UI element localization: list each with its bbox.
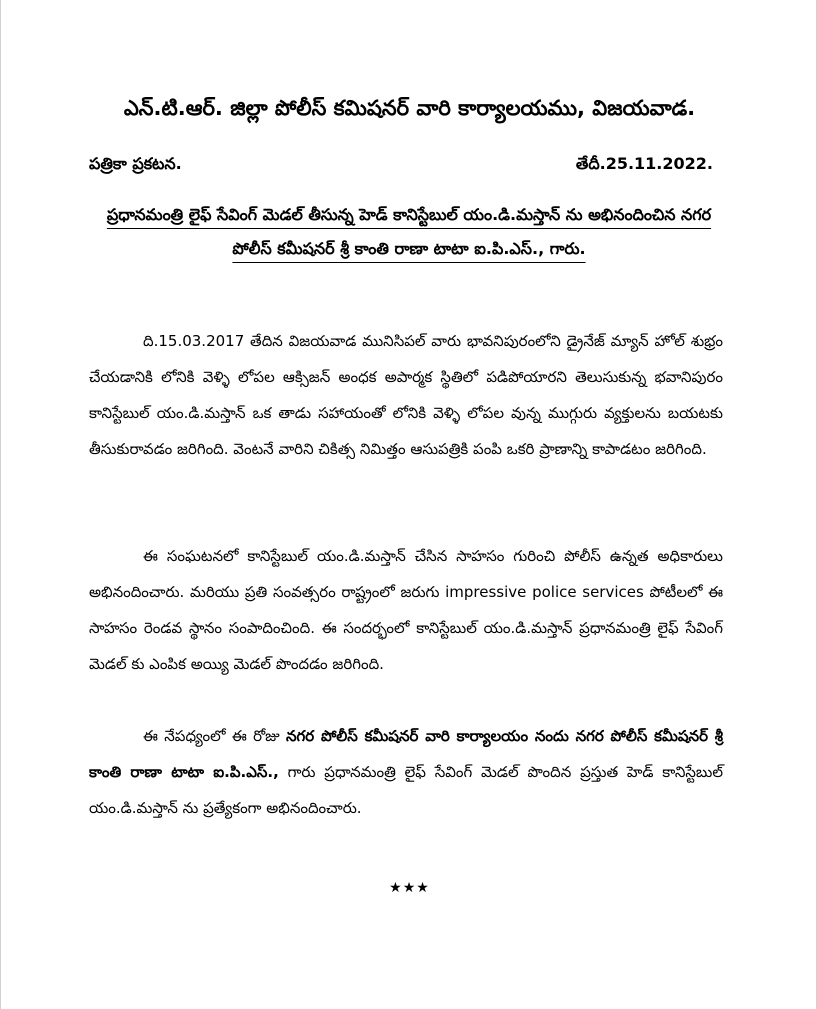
end-marker: ★★★ — [389, 880, 430, 896]
paragraph-3-intro: ఈ నేపధ్యంలో ఈ రోజు — [143, 727, 287, 745]
paragraph-3-bold-text: నగర పోలీస్ కమీషనర్ వారి కార్యాలయం నందు నగర పోలీస్ కమీషనర్ శ్రీ కాంతి రాణా టాటా ఐ.పి.ఎస్., — [89, 727, 724, 781]
document-title: ఎన్.టి.ఆర్. జిల్లా పోలీస్ కమిషనర్ వారి కార్యాలయము, విజయవాడ. — [123, 96, 696, 120]
paragraph-2: ఈ సంఘటనలో కానిస్టేబుల్ యం.డి.మస్తాన్ చేసిన సాహసం గురించి పోలీస్ ఉన్నత అధికారులు అభినందించారు. మరియు ప్రతి సంవత్సరం రాష్ట్రంలో జరుగు impressive police services పోటీలలో ఈ సాహసం రెండవ స్థానం సంపాదించింది. ఈ సందర్భంలో కానిస్టేబుల్ యం.డి.మస్తాన్ ప్రధానమంత్రి లైఫ్ సేవింగ్ మెడల్ కు ఎంపిక అయ్యి మెడల్ పొందడం జరిగింది. — [89, 547, 723, 673]
document-date: తేదీ.25.11.2022. — [575, 154, 713, 173]
subject-line-2: పోలీస్ కమీషనర్ శ్రీ కాంతి రాణా టాటా ఐ.పి.ఎస్., గారు. — [232, 239, 586, 258]
paragraph-3 — [89, 718, 723, 826]
paragraph-1: ది.15.03.2017 తేదిన విజయవాడ మునిసిపల్ వారు భావనిపురంలోని డ్రైనేజ్ మ్యాన్ హోల్ శుభ్రం చేయడానికి లోనికి వెళ్ళి లోపల ఆక్సిజన్ అంధక అపార్మక స్థితిలో పడిపోయారని తెలుసుకున్న భవానిపురం కానిస్టేబుల్ యం.డి.మస్తాన్ ఒక తాడు సహాయంతో లోనికి వెళ్ళి లోపల వున్న ముగ్గురు వ్యక్తులను బయటకు తీసుకురావడం జరిగింది. వెంటనే వారిని చికిత్స నిమిత్తం ఆసుపత్రికి పంపి ఒకరి ప్రాణాన్ని కాపాడటం జరిగింది. — [89, 332, 723, 458]
subject-heading — [89, 198, 729, 266]
press-release-label: పత్రికా ప్రకటన. — [89, 154, 182, 173]
paragraph-3-rest: గారు ప్రధానమంత్రి లైఫ్ సేవింగ్ మెడల్ పొందిన ప్రస్తుత హెడ్ కానిస్టేబుల్ యం.డి.మస్తాన్ ను ప్రత్యేకంగా అభినందించారు. — [89, 763, 723, 817]
subject-line-1: ప్రధానమంత్రి లైఫ్ సేవింగ్ మెడల్ తీసున్న హెడ్ కానిస్టేబుల్ యం.డి.మస్తాన్ ను అభినందించిన నగర — [106, 205, 712, 224]
